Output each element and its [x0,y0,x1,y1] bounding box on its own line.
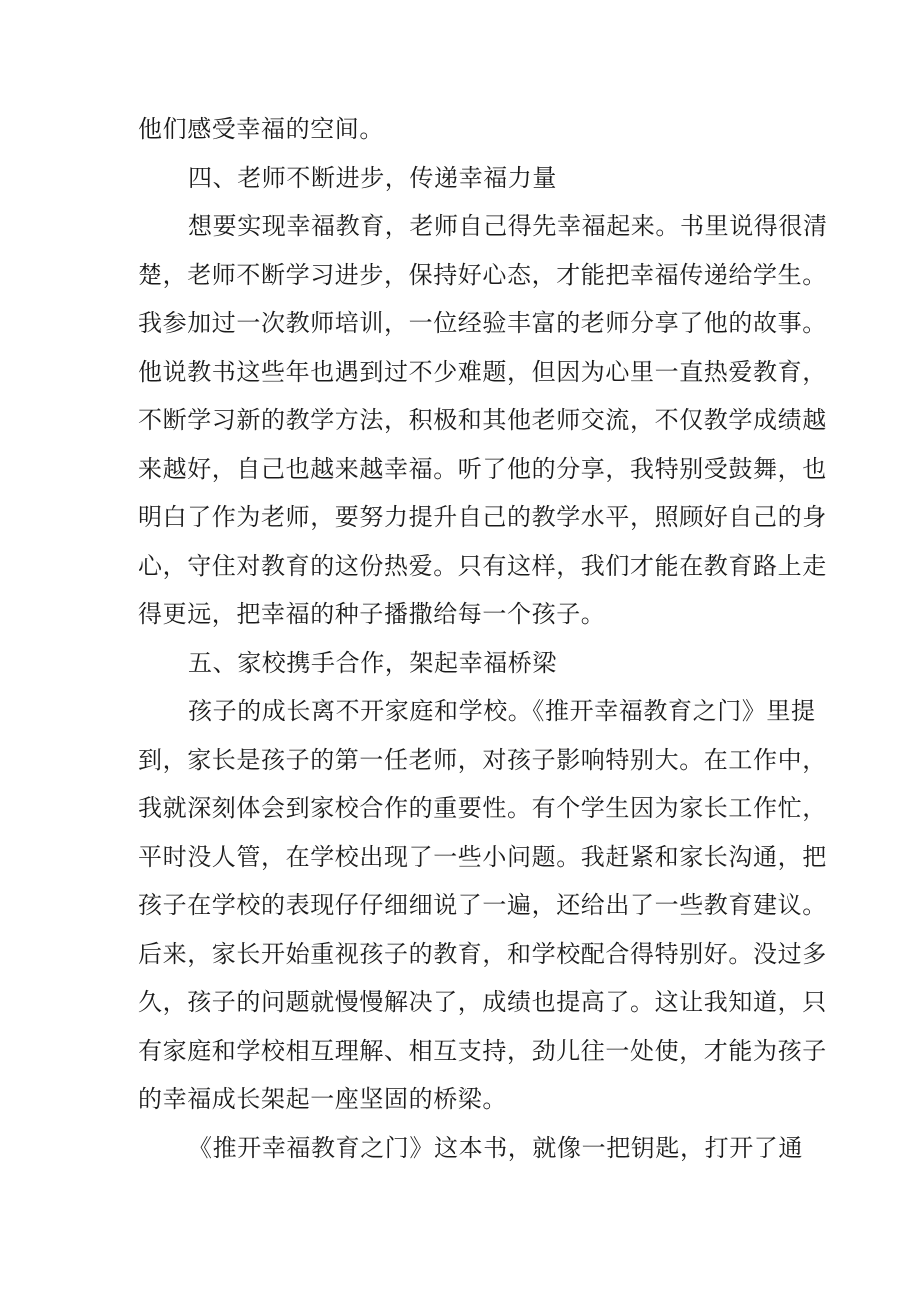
paragraph-line: 《推开幸福教育之门》这本书，就像一把钥匙，打开了通 [188,1133,803,1162]
paragraph-line: 得更远，把幸福的种子播撒给每一个孩子。 [138,600,606,628]
section-heading: 四、老师不断进步，传递幸福力量 [188,163,557,192]
paragraph-line: 不断学习新的教学方法，积极和其他老师交流，不仅教学成绩越 [138,406,827,434]
paragraph-line: 他们感受幸福的空间。 [138,115,384,143]
paragraph-line: 有家庭和学校相互理解、相互支持，劲儿往一处使，才能为孩子 [138,1036,827,1065]
paragraph-line: 心，守住对教育的这份热爱。只有这样，我们才能在教育路上走 [138,551,827,580]
paragraph-line: 的幸福成长架起一座坚固的桥梁。 [138,1085,507,1113]
paragraph-line: 我参加过一次教师培训，一位经验丰富的老师分享了他的故事。 [138,309,827,337]
section-heading: 五、家校携手合作，架起幸福桥梁 [188,648,557,677]
paragraph-line: 孩子在学校的表现仔仔细细说了一遍，还给出了一些教育建议。 [138,891,827,919]
paragraph-line: 他说教书这些年也遇到过不少难题，但因为心里一直热爱教育， [138,357,827,386]
document-body [138,105,828,1172]
paragraph-line: 孩子的成长离不开家庭和学校。《推开幸福教育之门》里提 [188,697,816,725]
paragraph-line: 久，孩子的问题就慢慢解决了，成绩也提高了。这让我知道，只 [138,988,827,1016]
paragraph-line: 明白了作为老师，要努力提升自己的教学水平，照顾好自己的身 [138,503,827,531]
paragraph-line: 后来，家长开始重视孩子的教育，和学校配合得特别好。没过多 [138,939,827,968]
paragraph-line: 我就深刻体会到家校合作的重要性。有个学生因为家长工作忙， [138,794,827,822]
paragraph-line: 楚，老师不断学习进步，保持好心态，才能把幸福传递给学生。 [138,260,827,289]
paragraph-line: 平时没人管，在学校出现了一些小问题。我赶紧和家长沟通，把 [138,842,827,871]
paragraph-line: 想要实现幸福教育，老师自己得先幸福起来。书里说得很清 [188,212,828,240]
paragraph-line: 到，家长是孩子的第一任老师，对孩子影响特别大。在工作中， [138,745,827,774]
paragraph-line: 来越好，自己也越来越幸福。听了他的分享，我特别受鼓舞，也 [138,454,827,483]
